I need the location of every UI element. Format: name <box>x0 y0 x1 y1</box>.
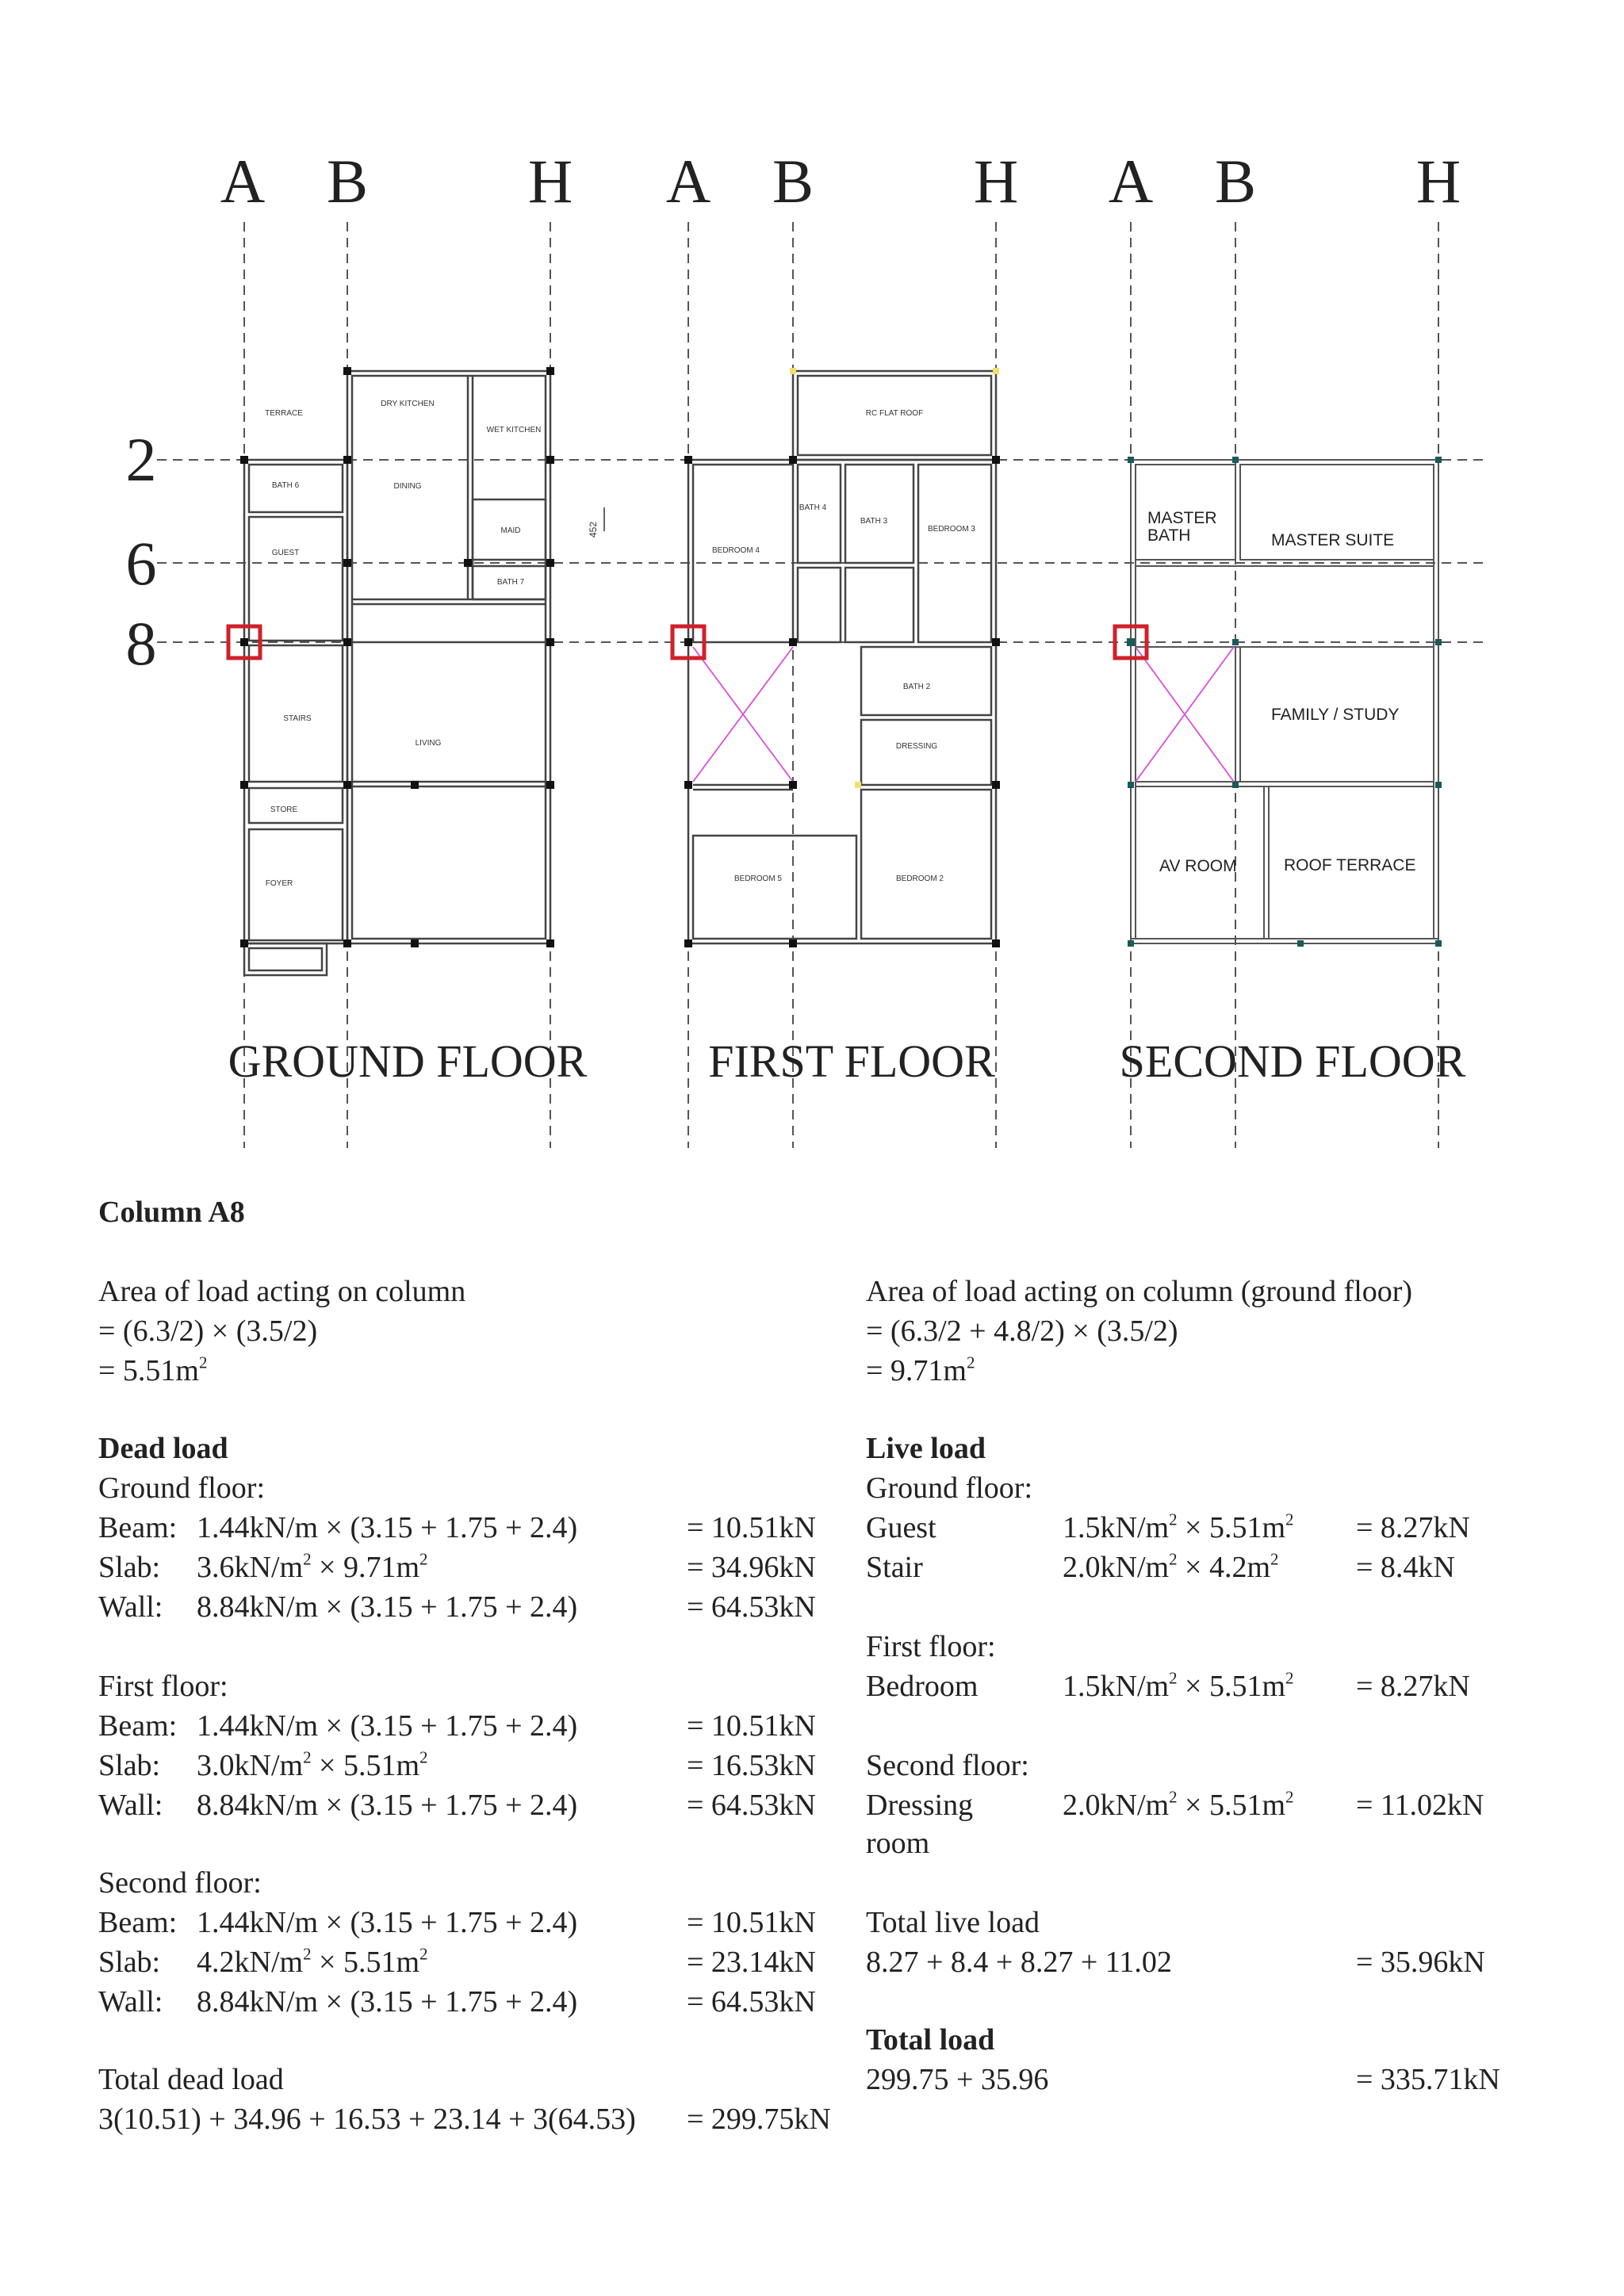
grid-label-h-ground: H <box>527 147 573 216</box>
dimension-note: 452 <box>588 521 599 538</box>
live-guest-key: Guest <box>866 1511 936 1544</box>
live-second-label: Second floor: <box>866 1749 1029 1782</box>
live-total-expr: 8.27 + 8.4 + 8.27 + 11.02 <box>866 1946 1172 1979</box>
area-gf-label: Area of load acting on column (ground floor) <box>866 1275 1413 1308</box>
live-ground-label: Ground floor: <box>866 1471 1033 1505</box>
first-floor-plan <box>672 368 1000 947</box>
first-floor-void <box>693 647 793 782</box>
room-label: STAIRS <box>283 714 312 723</box>
area-gf-result: = $9.71m^2$ <box>866 1353 975 1387</box>
dead-ff-slab-expr: $3.0kN/m^2 \times 5.51m^2$ <box>197 1747 428 1782</box>
dead-sf-beam-key: Beam: <box>98 1906 178 1939</box>
room-label: GUEST <box>271 549 300 557</box>
room-label: BATH 4 <box>799 503 827 512</box>
dead-gf-slab-expr: $3.6kN/m^2 \times 9.71m^2$ <box>197 1549 428 1584</box>
area-gf-formula: = (6.3/2 + 4.8/2) × (3.5/2) <box>866 1314 1178 1348</box>
grid-label-h-second: H <box>1415 147 1461 216</box>
live-stair-expr: $2.0kN/m^2 \times 4.2m^2$ <box>1063 1549 1279 1584</box>
room-label: DRY KITCHEN <box>381 400 435 408</box>
room-label: LIVING <box>415 739 442 748</box>
live-dressing-value: = 11.02kN <box>1356 1789 1484 1822</box>
grid-label-h-first: H <box>973 147 1019 216</box>
live-dressing-key: Dressing <box>866 1789 974 1822</box>
grid-label-a-ground: A <box>220 147 266 216</box>
dead-ff-wall-key: Wall: <box>98 1789 163 1822</box>
live-first-label: First floor: <box>866 1630 996 1663</box>
area-label: Area of load acting on column <box>98 1275 466 1308</box>
floor-title-first: FIRST FLOOR <box>708 1035 995 1087</box>
live-bedroom-key: Bedroom <box>866 1670 979 1703</box>
room-label: BATH <box>1147 526 1191 545</box>
dead-gf-wall-key: Wall: <box>98 1590 163 1624</box>
total-load-value: = 335.71kN <box>1356 2063 1500 2096</box>
grid-label-b-second: B <box>1214 147 1257 216</box>
live-guest-expr: $1.5kN/m^2 \times 5.51m^2$ <box>1063 1510 1294 1544</box>
dead-sf-beam-value: = 10.51kN <box>687 1906 816 1939</box>
room-label: BEDROOM 3 <box>927 525 976 534</box>
grid-label-row-2: 2 <box>125 425 157 494</box>
room-label: BATH 7 <box>496 578 525 587</box>
dead-load-title: Dead load <box>98 1432 228 1465</box>
ground-floor-room-labels <box>265 400 541 888</box>
total-load-title: Total load <box>866 2023 995 2057</box>
grid-label-b-ground: B <box>326 147 369 216</box>
first-floor-walls <box>688 371 996 943</box>
dead-ff-slab-value: = 16.53kN <box>687 1749 816 1782</box>
floor-title-second: SECOND FLOOR <box>1119 1035 1466 1087</box>
room-label: ROOF TERRACE <box>1284 856 1416 874</box>
live-stair-value: = 8.4kN <box>1356 1551 1455 1584</box>
room-label: MASTER SUITE <box>1271 531 1395 549</box>
dead-gf-beam-expr: 1.44kN/m × (3.15 + 1.75 + 2.4) <box>197 1511 578 1544</box>
ground-floor-columns <box>240 367 554 947</box>
room-label: BATH 6 <box>271 481 300 490</box>
dead-ff-beam-key: Beam: <box>98 1709 178 1743</box>
dead-gf-wall-expr: 8.84kN/m × (3.15 + 1.75 + 2.4) <box>197 1590 578 1624</box>
dead-total-value: = 299.75kN <box>687 2103 831 2136</box>
dead-total-expr: 3(10.51) + 34.96 + 16.53 + 23.14 + 3(64.53) <box>98 2103 636 2136</box>
room-label: WET KITCHEN <box>486 426 542 434</box>
dead-gf-slab-value: = 34.96kN <box>687 1551 816 1584</box>
dead-sf-wall-value: = 64.53kN <box>687 1985 816 2019</box>
dead-ff-slab-key: Slab: <box>98 1749 161 1782</box>
live-bedroom-expr: $1.5kN/m^2 \times 5.51m^2$ <box>1063 1668 1294 1703</box>
room-label: STORE <box>270 806 298 814</box>
room-label: MAID <box>500 526 521 535</box>
room-label: FAMILY / STUDY <box>1271 706 1400 724</box>
grid-label-b-first: B <box>772 147 814 216</box>
room-label: TERRACE <box>265 409 303 418</box>
area-result: = $5.51m^2$ <box>98 1353 208 1387</box>
room-label: BATH 3 <box>860 517 888 526</box>
room-label: BEDROOM 5 <box>733 874 783 883</box>
room-label: BEDROOM 4 <box>711 546 760 555</box>
dead-ff-beam-expr: 1.44kN/m × (3.15 + 1.75 + 2.4) <box>197 1709 578 1743</box>
live-stair-key: Stair <box>866 1551 923 1584</box>
dead-gf-slab-key: Slab: <box>98 1551 161 1584</box>
dead-ff-beam-value: = 10.51kN <box>687 1709 816 1743</box>
dead-sf-slab-expr: $4.2kN/m^2 \times 5.51m^2$ <box>197 1944 428 1979</box>
dead-total-label: Total dead load <box>98 2063 284 2096</box>
live-total-value: = 35.96kN <box>1356 1946 1485 1979</box>
room-label: AV ROOM <box>1159 857 1237 875</box>
grid-label-row-6: 6 <box>125 529 157 598</box>
live-dressing-expr: $2.0kN/m^2 \times 5.51m^2$ <box>1063 1787 1294 1822</box>
dead-sf-slab-key: Slab: <box>98 1946 161 1979</box>
live-load-title: Live load <box>866 1432 986 1465</box>
dead-sf-wall-key: Wall: <box>98 1985 163 2019</box>
ground-floor-plan <box>228 367 604 975</box>
dead-second-label: Second floor: <box>98 1866 262 1900</box>
dead-gf-beam-value: = 10.51kN <box>687 1511 816 1544</box>
room-label: MASTER <box>1147 509 1217 527</box>
dead-sf-wall-expr: 8.84kN/m × (3.15 + 1.75 + 2.4) <box>197 1985 578 2019</box>
room-label: BATH 2 <box>902 683 931 691</box>
live-guest-value: = 8.27kN <box>1356 1511 1470 1544</box>
dead-ff-wall-value: = 64.53kN <box>687 1789 816 1822</box>
room-label: BEDROOM 2 <box>895 874 944 883</box>
area-formula: = (6.3/2) × (3.5/2) <box>98 1314 318 1348</box>
dead-gf-beam-key: Beam: <box>98 1511 178 1544</box>
column-heading: Column A8 <box>98 1196 245 1229</box>
second-floor-plan <box>1115 457 1442 947</box>
room-label: DINING <box>393 482 422 491</box>
dead-ff-wall-expr: 8.84kN/m × (3.15 + 1.75 + 2.4) <box>197 1789 578 1822</box>
room-label: RC FLAT ROOF <box>865 409 924 418</box>
live-bedroom-value: = 8.27kN <box>1356 1670 1470 1703</box>
dead-sf-beam-expr: 1.44kN/m × (3.15 + 1.75 + 2.4) <box>197 1906 578 1939</box>
dead-sf-slab-value: = 23.14kN <box>687 1946 816 1979</box>
dead-gf-wall-value: = 64.53kN <box>687 1590 816 1624</box>
second-floor-room-labels <box>1147 509 1415 875</box>
grid-row-labels <box>126 425 157 678</box>
first-floor-minor-columns <box>790 368 999 788</box>
live-dressing-key-2: room <box>866 1827 930 1860</box>
dead-ground-label: Ground floor: <box>98 1471 266 1505</box>
floor-title-ground: GROUND FLOOR <box>228 1035 588 1087</box>
second-floor-void <box>1136 647 1234 782</box>
room-label: DRESSING <box>895 742 938 751</box>
total-load-expr: 299.75 + 35.96 <box>866 2063 1049 2096</box>
grid-label-a-first: A <box>665 147 711 216</box>
floor-titles <box>228 1035 1466 1087</box>
grid-label-a-second: A <box>1108 147 1154 216</box>
dead-first-label: First floor: <box>98 1670 228 1703</box>
room-label: FOYER <box>265 879 293 888</box>
grid-column-labels <box>220 147 1461 216</box>
live-total-label: Total live load <box>866 1906 1040 1939</box>
grid-label-row-8: 8 <box>125 609 157 678</box>
grid-lines <box>157 222 1483 1148</box>
